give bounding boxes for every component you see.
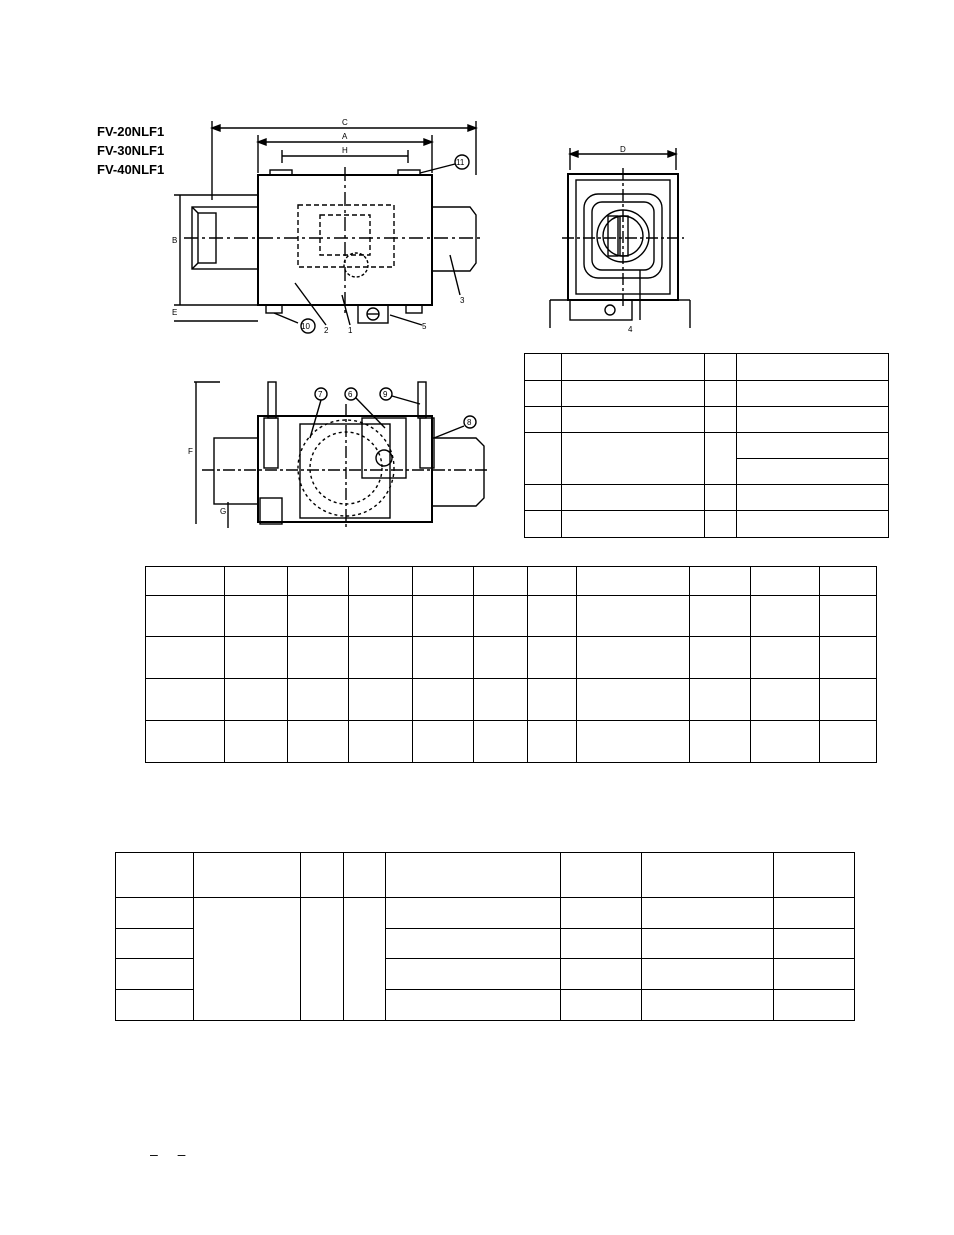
page-number: – – [150, 1146, 194, 1162]
dimension-label: B [172, 236, 178, 245]
dimension-label: H [342, 146, 348, 155]
table-row [525, 407, 889, 433]
dimension-label: A [342, 132, 348, 141]
table-row [525, 485, 889, 511]
top-view-drawing [180, 378, 500, 538]
model-name: FV-20NLF1 [97, 124, 165, 139]
dimension-label: G [220, 507, 227, 516]
callout-number: 1 [348, 326, 353, 335]
callout-number: 10 [301, 322, 310, 331]
callout-number: 4 [628, 325, 633, 334]
table-row [146, 567, 877, 596]
table-row [146, 679, 877, 721]
end-view-drawing [540, 140, 700, 340]
table-row [116, 853, 855, 898]
dimension-label: F [188, 447, 193, 456]
callout-number: 2 [324, 326, 329, 335]
parts-table [524, 353, 889, 538]
callout-number: 3 [460, 296, 465, 305]
model-list [97, 122, 164, 179]
callout-number: 6 [348, 390, 353, 399]
specifications-table [115, 852, 855, 1021]
dimension-label: D [620, 145, 626, 154]
table-row [146, 596, 877, 637]
side-view-drawing [170, 115, 490, 345]
table-row [525, 511, 889, 538]
dimensions-table [145, 566, 877, 763]
callout-number: 9 [383, 390, 388, 399]
table-row [525, 354, 889, 381]
table-row [116, 898, 855, 929]
model-name: FV-30NLF1 [97, 143, 165, 158]
table-row [525, 433, 889, 459]
callout-number: 8 [467, 418, 472, 427]
callout-number: 11 [456, 158, 465, 167]
model-name: FV-40NLF1 [97, 162, 165, 177]
callout-number: 5 [422, 322, 427, 331]
table-row [146, 721, 877, 763]
table-row [146, 637, 877, 679]
callout-number: 7 [318, 390, 323, 399]
dimension-label: C [342, 118, 348, 127]
dimension-label: E [172, 308, 178, 317]
table-row [525, 381, 889, 407]
